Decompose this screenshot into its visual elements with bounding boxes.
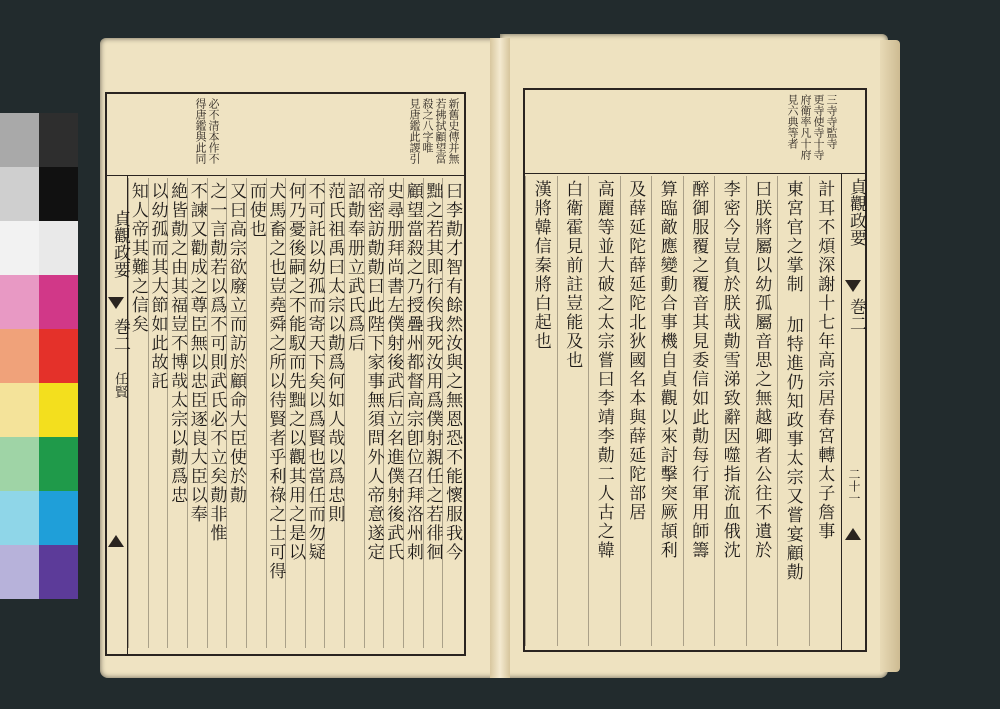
note-line: 得唐鑑與此同 — [194, 98, 207, 164]
note-line: 三寺寺監寺 — [825, 94, 838, 149]
text-column: 而使也 — [245, 182, 266, 239]
column-rule — [746, 176, 747, 646]
book-spine — [490, 38, 510, 678]
note-line: 必不清本作不 — [207, 98, 220, 164]
column-rule — [809, 176, 810, 646]
text-column: 詔勣奉册立武氏爲后 — [343, 182, 364, 353]
color-swatch — [0, 545, 39, 599]
color-swatch — [39, 221, 78, 275]
fish-tail-mark — [108, 297, 124, 309]
left-margin-title: 貞觀政要 — [110, 210, 130, 278]
column-rule — [128, 178, 129, 648]
text-column: 東宮官之掌制 加特進仍知政事太宗又嘗宴顧勣 — [782, 180, 803, 582]
fish-tail-mark — [108, 535, 124, 547]
column-rule — [651, 176, 652, 646]
text-column: 李密今豈負於朕哉勣雪涕致辭因噬指流血俄沈 — [719, 180, 740, 560]
text-column: 漢將韓信秦將白起也 — [530, 180, 551, 351]
column-rule — [683, 176, 684, 646]
page-edge — [880, 40, 900, 672]
note-line: 見六典等者 — [786, 94, 799, 149]
column-rule — [588, 176, 589, 646]
text-column: 又曰高宗欲廢立而訪於顧命大臣使於勣 — [226, 182, 247, 505]
text-column: 犬馬畜之也豈堯舜之所以待賢者乎利祿之士可得 — [265, 182, 286, 581]
column-rule — [525, 176, 526, 646]
note-line: 見唐鑑此謖引 — [408, 98, 421, 164]
color-swatch — [0, 221, 39, 275]
text-column: 以幼孤而其大節如此故託 — [147, 182, 168, 391]
color-swatch — [0, 329, 39, 383]
color-swatch — [39, 491, 78, 545]
column-rule — [557, 176, 558, 646]
text-column: 何乃憂後嗣之不能馭而先黜之以觀其用之是以 — [285, 182, 305, 562]
color-swatch — [39, 383, 78, 437]
note-line: 府衛率凡十府 — [799, 94, 812, 160]
color-swatch — [0, 275, 39, 329]
column-rule — [620, 176, 621, 646]
text-column: 史尋册拜尚書左僕射後武后立名進僕射後武氏 — [383, 182, 404, 562]
text-column: 及薛延陀薛延陀北狄國名本與薛延陀部居 — [625, 180, 646, 522]
text-column: 顧望當殺之乃授疊州都督高宗卽位召拜洛州刺 — [402, 182, 423, 562]
column-rule — [777, 176, 778, 646]
color-swatch — [39, 113, 78, 167]
left-header-note-b — [192, 98, 220, 172]
left-header-rule — [105, 175, 464, 176]
color-swatch — [0, 383, 39, 437]
color-swatch — [0, 437, 39, 491]
fish-tail-mark — [845, 280, 861, 292]
text-column: 曰李勣才智有餘然汝與之無恩恐不能懷服我今 — [442, 182, 463, 562]
text-column: 不可託以幼孤而寄天下矣以爲賢也當任而勿疑 — [304, 182, 325, 562]
note-line: 殺之八字唯 — [421, 98, 434, 153]
color-swatch — [39, 437, 78, 491]
text-column: 高麗等並大破之太宗嘗曰李靖李勣二人古之韓 — [593, 180, 614, 560]
color-swatch — [0, 167, 39, 221]
color-swatch — [39, 275, 78, 329]
text-column: 醉御服覆之覆音其見委信如此勣每行軍用師籌 — [688, 180, 709, 560]
note-line: 更寺使寺十寺 — [812, 94, 825, 160]
color-swatch — [0, 113, 39, 167]
color-calibration-card — [0, 113, 78, 600]
left-margin-section: 任賢 — [112, 372, 127, 398]
text-column: 知人帝其難之信矣 — [127, 182, 148, 334]
note-line: 若拂拭顧望當 — [434, 98, 447, 164]
left-header-note-a — [408, 98, 460, 172]
color-swatch — [39, 167, 78, 221]
right-margin-volume: 巻二 — [846, 298, 866, 332]
fish-tail-mark — [845, 528, 861, 540]
text-column: 黜之若其即行俟我死汝用爲僕射親任之若徘徊 — [422, 182, 443, 562]
text-column: 曰朕將屬以幼孤屬音思之無越卿者公往不遺於 — [751, 180, 772, 560]
text-column: 不諫又勸成之尊臣無以忠臣逐良大臣以奉 — [186, 182, 207, 524]
column-rule — [714, 176, 715, 646]
page-number: 二十一 — [847, 468, 861, 504]
text-column: 絶皆勣之由其福豈不博哉太宗以勣爲忠 — [167, 182, 188, 505]
text-column: 帝密訪勣勣曰此陛下家事無須問外人帝意遂定 — [363, 182, 384, 562]
text-column: 白衛霍見前註豈能及也 — [562, 180, 583, 370]
right-margin-title: 貞觀政要 — [846, 178, 866, 246]
left-margin-volume: 巻二 — [110, 318, 130, 352]
color-swatch — [0, 491, 39, 545]
text-column: 范氏祖禹曰太宗以勣爲何如人哉以爲忠則 — [324, 182, 345, 524]
color-swatch — [39, 545, 78, 599]
right-header-rule — [523, 173, 865, 174]
text-column: 之一言勣若以爲不可則武氏必不立矣勣非惟 — [206, 182, 227, 543]
note-line: 新舊史傳并無 — [447, 98, 460, 164]
right-margin-rule — [841, 173, 842, 650]
text-column: 計耳不煩深謝十七年高宗居春宮轉太子詹事 — [814, 180, 835, 541]
color-swatch — [39, 329, 78, 383]
right-header-notes — [760, 94, 838, 172]
text-column: 算臨敵應變動合事機自貞觀以來討擊突厥頡利 — [656, 180, 677, 560]
